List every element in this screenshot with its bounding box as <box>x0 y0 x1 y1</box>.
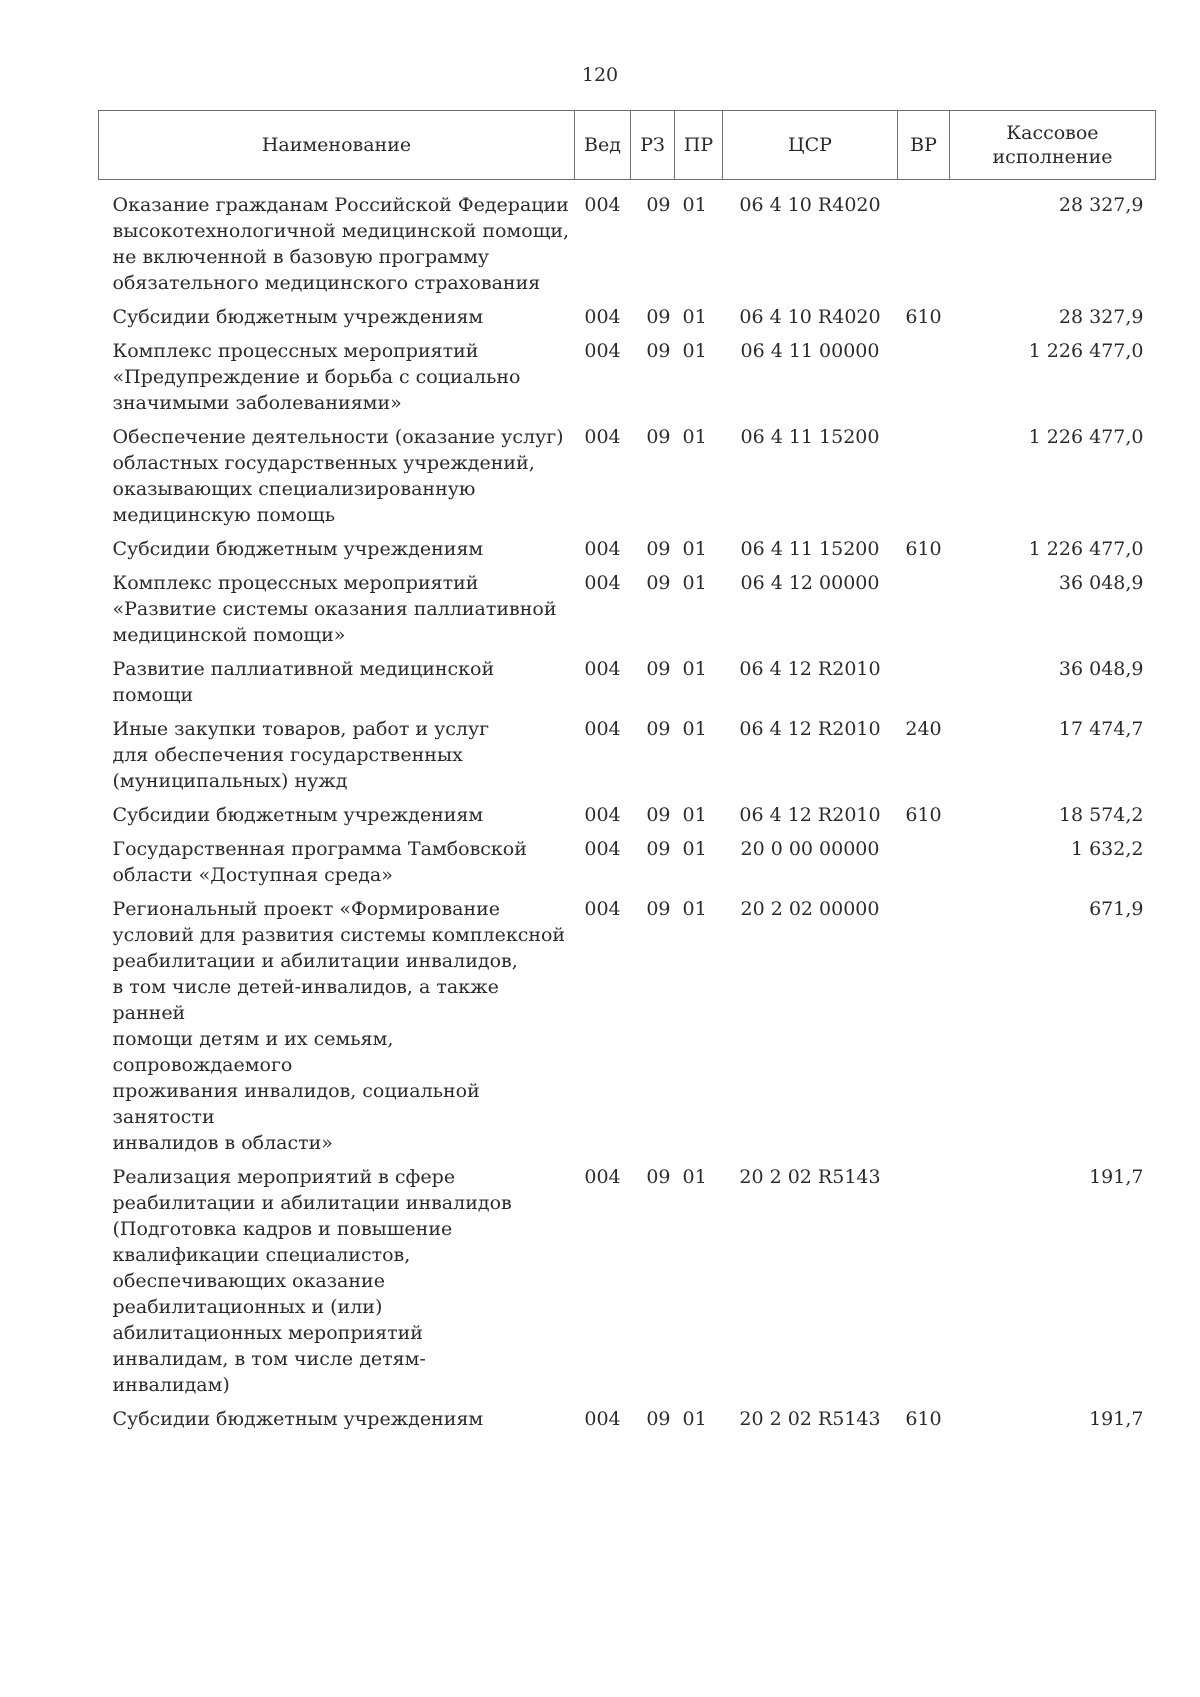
row-name <box>99 896 575 1164</box>
header-vr: ВР <box>898 111 950 180</box>
table-row <box>99 802 1156 836</box>
row-name-line: Комплекс процессных мероприятий <box>112 572 479 594</box>
header-amount-line1: Кассовое <box>1006 122 1099 144</box>
table-row <box>99 1164 1156 1406</box>
row-name-line: реабилитации и абилитации инвалидов, <box>112 950 518 972</box>
row-ved: 004 <box>584 306 621 328</box>
table-row <box>99 656 1156 716</box>
row-name-line: для обеспечения государственных <box>112 744 463 766</box>
row-pr: 01 <box>682 340 707 362</box>
row-name-line: медицинскую помощь <box>112 504 336 526</box>
row-amount: 1 226 477,0 <box>1028 538 1144 560</box>
row-name-line: инвалидам) <box>112 1374 230 1396</box>
row-name <box>99 1406 575 1440</box>
row-rz: 09 <box>646 1408 671 1430</box>
row-csr: 20 0 00 00000 <box>740 838 880 860</box>
row-vr <box>898 338 950 424</box>
row-ved: 004 <box>584 194 621 216</box>
row-vr: 610 <box>905 306 942 328</box>
row-name-line: Субсидии бюджетным учреждениям <box>112 1408 484 1430</box>
row-pr: 01 <box>682 572 707 594</box>
row-rz: 09 <box>646 572 671 594</box>
table-row <box>99 338 1156 424</box>
header-row <box>99 111 1156 180</box>
row-name-line: Субсидии бюджетным учреждениям <box>112 804 484 826</box>
row-rz: 09 <box>646 838 671 860</box>
row-name-line: высокотехнологичной медицинской помощи, <box>112 220 570 242</box>
row-name-line: Субсидии бюджетным учреждениям <box>112 538 484 560</box>
row-rz: 09 <box>646 306 671 328</box>
header-amount <box>950 111 1156 180</box>
table-row <box>99 424 1156 536</box>
row-ved: 004 <box>584 658 621 680</box>
page-number: 120 <box>581 64 619 86</box>
table-row <box>99 716 1156 802</box>
row-name <box>99 802 575 836</box>
row-name-line: обеспечивающих оказание <box>112 1270 385 1292</box>
row-rz: 09 <box>646 804 671 826</box>
row-name-line: не включенной в базовую программу <box>112 246 490 268</box>
row-vr <box>898 570 950 656</box>
header-csr: ЦСР <box>723 111 898 180</box>
row-amount: 28 327,9 <box>1058 194 1144 216</box>
row-vr: 240 <box>905 718 942 740</box>
row-name-line: Обеспечение деятельности (оказание услуг) <box>112 426 564 448</box>
row-amount: 18 574,2 <box>1058 804 1144 826</box>
row-rz: 09 <box>646 718 671 740</box>
row-vr <box>898 836 950 896</box>
row-pr: 01 <box>682 426 707 448</box>
row-csr: 20 2 02 R5143 <box>739 1166 881 1188</box>
row-vr <box>898 1164 950 1406</box>
row-csr: 06 4 10 R4020 <box>739 194 881 216</box>
row-name <box>99 836 575 896</box>
row-vr: 610 <box>905 804 942 826</box>
row-csr: 06 4 11 15200 <box>740 426 880 448</box>
row-name-line: «Развитие системы оказания паллиативной <box>112 598 557 620</box>
row-pr: 01 <box>682 658 707 680</box>
row-name-line: реабилитации и абилитации инвалидов <box>112 1192 512 1214</box>
row-pr: 01 <box>682 306 707 328</box>
row-name <box>99 338 575 424</box>
row-name-line: «Предупреждение и борьба с социально <box>112 366 521 388</box>
row-vr: 610 <box>905 1408 942 1430</box>
row-amount: 1 226 477,0 <box>1028 426 1144 448</box>
row-csr: 20 2 02 00000 <box>740 898 880 920</box>
row-csr: 06 4 12 R2010 <box>739 718 881 740</box>
header-ved: Вед <box>575 111 631 180</box>
row-name <box>99 536 575 570</box>
row-name <box>99 1164 575 1406</box>
table-row <box>99 896 1156 1164</box>
row-amount: 28 327,9 <box>1058 306 1144 328</box>
row-amount: 1 632,2 <box>1070 838 1144 860</box>
row-rz: 09 <box>646 340 671 362</box>
row-name-line: реабилитационных и (или) <box>112 1296 383 1318</box>
row-name <box>99 716 575 802</box>
table-row <box>99 1406 1156 1440</box>
row-ved: 004 <box>584 718 621 740</box>
row-name-line: проживания инвалидов, социальной занятости <box>112 1080 480 1128</box>
row-name-line: квалификации специалистов, <box>112 1244 411 1266</box>
row-name-line: (Подготовка кадров и повышение <box>112 1218 453 1240</box>
row-rz: 09 <box>646 898 671 920</box>
row-name-line: Субсидии бюджетным учреждениям <box>112 306 484 328</box>
row-name-line: Оказание гражданам Российской Федерации <box>112 194 569 216</box>
row-csr: 06 4 12 R2010 <box>739 658 881 680</box>
row-ved: 004 <box>584 426 621 448</box>
row-name <box>99 304 575 338</box>
row-name-line: значимыми заболеваниями» <box>112 392 402 414</box>
row-amount: 1 226 477,0 <box>1028 340 1144 362</box>
row-pr: 01 <box>682 1408 707 1430</box>
row-amount: 36 048,9 <box>1058 658 1144 680</box>
row-name-line: Региональный проект «Формирование <box>112 898 501 920</box>
row-name <box>99 180 575 305</box>
row-pr: 01 <box>682 804 707 826</box>
row-vr <box>898 180 950 305</box>
row-amount: 191,7 <box>1089 1408 1144 1430</box>
row-ved: 004 <box>584 340 621 362</box>
row-amount: 17 474,7 <box>1058 718 1144 740</box>
row-vr <box>898 424 950 536</box>
row-name-line: инвалидов в области» <box>112 1132 333 1154</box>
row-name-line: инвалидам, в том числе детям- <box>112 1348 426 1370</box>
row-pr: 01 <box>682 1166 707 1188</box>
header-pr: ПР <box>675 111 723 180</box>
row-name-line: помощи детям и их семьям, сопровождаемого <box>112 1028 394 1076</box>
table-row <box>99 536 1156 570</box>
row-rz: 09 <box>646 426 671 448</box>
header-rz: РЗ <box>631 111 675 180</box>
row-name-line: Комплекс процессных мероприятий <box>112 340 479 362</box>
row-csr: 06 4 11 15200 <box>740 538 880 560</box>
table-row <box>99 570 1156 656</box>
table-row <box>99 304 1156 338</box>
row-amount: 36 048,9 <box>1058 572 1144 594</box>
row-rz: 09 <box>646 658 671 680</box>
row-ved: 004 <box>584 538 621 560</box>
row-ved: 004 <box>584 898 621 920</box>
header-amount-line2: исполнение <box>992 146 1113 168</box>
row-ved: 004 <box>584 572 621 594</box>
row-name-line: условий для развития системы комплексной <box>112 924 566 946</box>
row-name-line: оказывающих специализированную <box>112 478 476 500</box>
row-name-line: Реализация мероприятий в сфере <box>112 1166 456 1188</box>
row-amount: 191,7 <box>1089 1166 1144 1188</box>
row-csr: 20 2 02 R5143 <box>739 1408 881 1430</box>
row-rz: 09 <box>646 194 671 216</box>
row-csr: 06 4 10 R4020 <box>739 306 881 328</box>
row-name-line: Развитие паллиативной медицинской помощи <box>112 658 495 706</box>
row-vr: 610 <box>905 538 942 560</box>
row-csr: 06 4 12 00000 <box>740 572 880 594</box>
row-pr: 01 <box>682 838 707 860</box>
row-name-line: областных государственных учреждений, <box>112 452 535 474</box>
row-name-line: медицинской помощи» <box>112 624 346 646</box>
row-name-line: в том числе детей-инвалидов, а также ранней <box>112 976 499 1024</box>
row-name-line: абилитационных мероприятий <box>112 1322 423 1344</box>
row-amount: 671,9 <box>1089 898 1144 920</box>
row-ved: 004 <box>584 1166 621 1188</box>
row-rz: 09 <box>646 1166 671 1188</box>
row-name <box>99 570 575 656</box>
row-pr: 01 <box>682 538 707 560</box>
table-row <box>99 836 1156 896</box>
row-csr: 06 4 12 R2010 <box>739 804 881 826</box>
row-pr: 01 <box>682 898 707 920</box>
row-name-line: области «Доступная среда» <box>112 864 393 886</box>
row-pr: 01 <box>682 194 707 216</box>
row-ved: 004 <box>584 838 621 860</box>
row-name-line: Иные закупки товаров, работ и услуг <box>112 718 490 740</box>
row-vr <box>898 896 950 1164</box>
row-name <box>99 424 575 536</box>
row-name-line: обязательного медицинского страхования <box>112 272 541 294</box>
row-vr <box>898 656 950 716</box>
budget-table <box>98 110 1156 1440</box>
header-name: Наименование <box>99 111 575 180</box>
row-pr: 01 <box>682 718 707 740</box>
row-name <box>99 656 575 716</box>
row-name-line: Государственная программа Тамбовской <box>112 838 527 860</box>
row-ved: 004 <box>584 1408 621 1430</box>
row-csr: 06 4 11 00000 <box>740 340 880 362</box>
row-rz: 09 <box>646 538 671 560</box>
table-row <box>99 180 1156 305</box>
row-name-line: (муниципальных) нужд <box>112 770 348 792</box>
row-ved: 004 <box>584 804 621 826</box>
